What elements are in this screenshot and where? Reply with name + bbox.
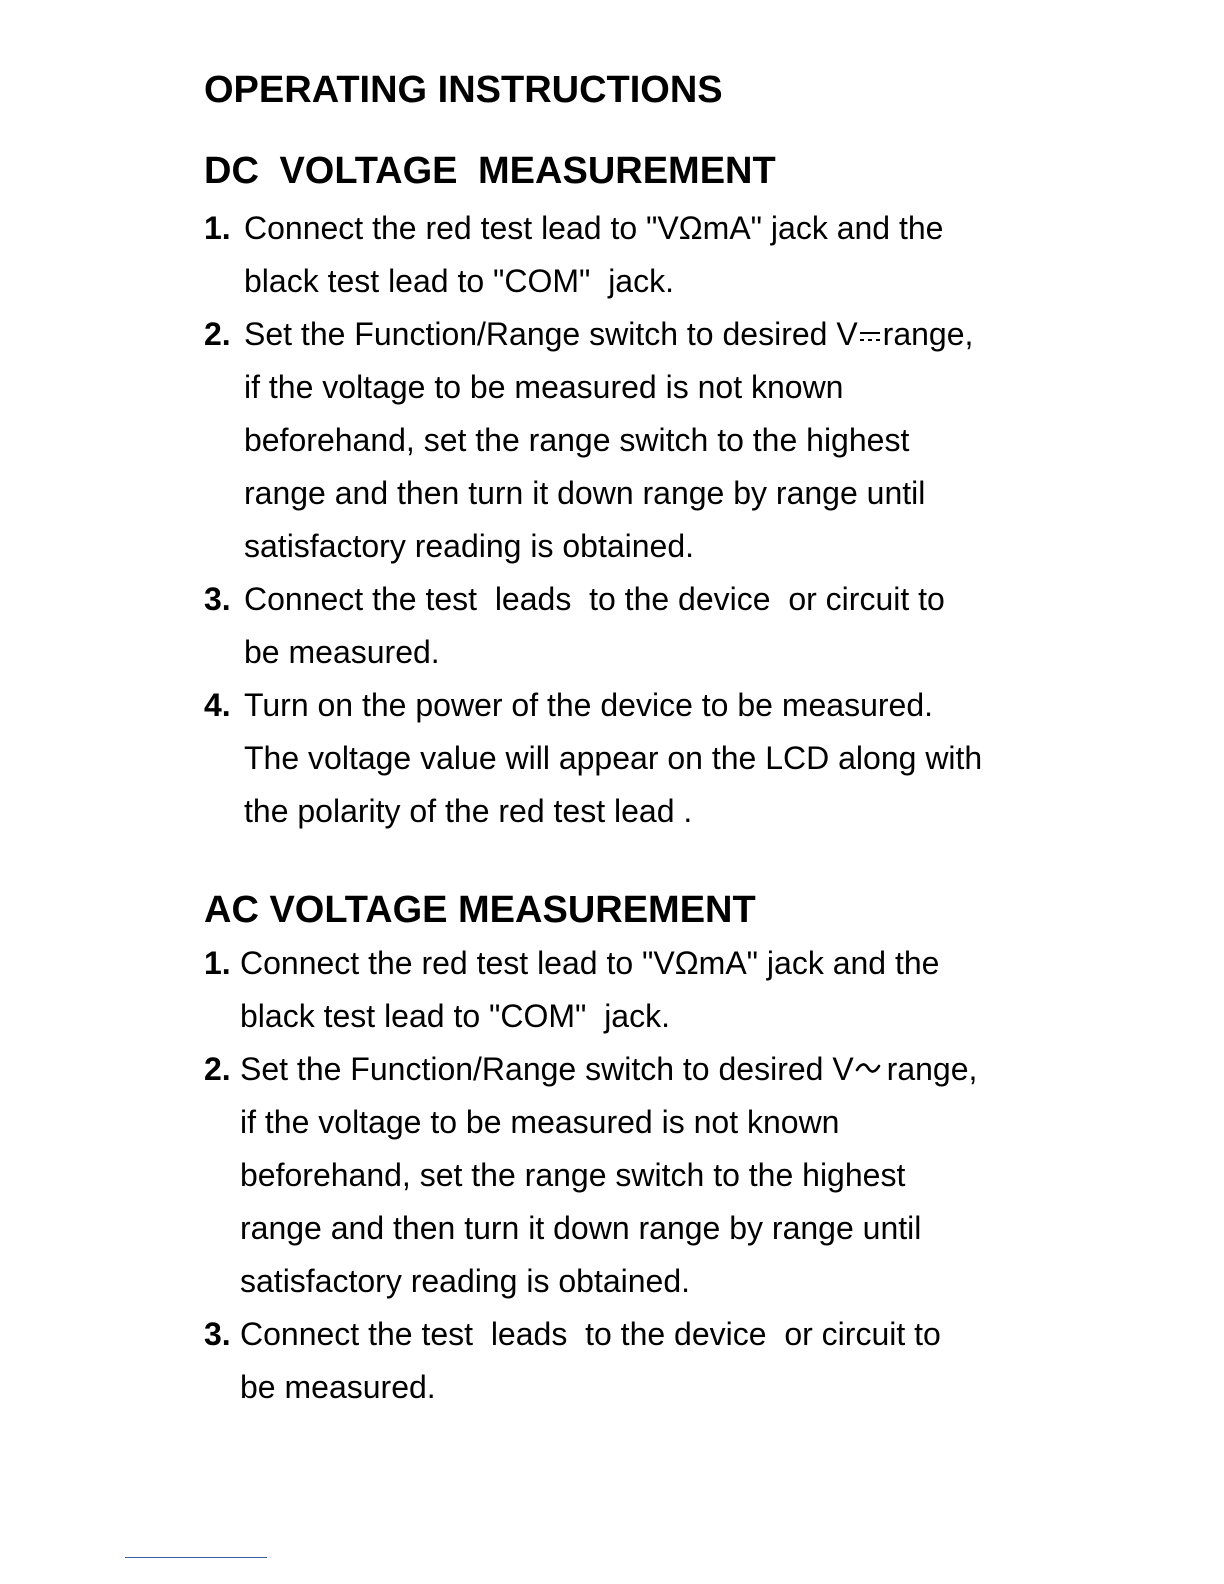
step-text: [244, 202, 943, 308]
dc-step-4: [204, 679, 982, 838]
step-line: [240, 1043, 977, 1096]
step-number: 1.: [204, 945, 231, 981]
step-line: [244, 308, 973, 361]
step-line-suffix: range,: [882, 316, 974, 352]
step-line: satisfactory reading is obtained.: [244, 528, 695, 564]
step-line-suffix: range,: [886, 1051, 978, 1087]
step-line: the polarity of the red test lead .: [244, 793, 693, 829]
ac-steps-list: [204, 937, 977, 1414]
step-line-prefix: Set the Function/Range switch to desired V: [244, 316, 858, 352]
step-line: beforehand, set the range switch to the highest: [240, 1157, 906, 1193]
step-number: 1.: [204, 210, 231, 246]
step-number: 3.: [204, 581, 231, 617]
step-text: [240, 1308, 941, 1414]
step-line: if the voltage to be measured is not known: [240, 1104, 840, 1140]
step-line: Connect the red test lead to "VΩmA" jack and the: [240, 945, 940, 981]
footer-divider: [125, 1557, 267, 1558]
step-text: [244, 573, 945, 679]
ac-step-2: [204, 1043, 977, 1308]
step-line: range and then turn it down range by range until: [240, 1210, 922, 1246]
dc-step-3: [204, 573, 982, 679]
step-line: satisfactory reading is obtained.: [240, 1263, 691, 1299]
step-line: if the voltage to be measured is not known: [244, 369, 844, 405]
step-line: beforehand, set the range switch to the highest: [244, 422, 910, 458]
step-line: Connect the test leads to the device or circuit to: [240, 1316, 941, 1352]
ac-voltage-icon: [855, 1061, 881, 1075]
step-number: 2.: [204, 316, 231, 352]
dc-steps-list: [204, 202, 982, 838]
dc-voltage-icon: [859, 330, 881, 344]
page-title: OPERATING INSTRUCTIONS: [204, 69, 723, 111]
step-text: [240, 937, 939, 1043]
ac-section-heading: AC VOLTAGE MEASUREMENT: [204, 889, 756, 931]
step-text: [240, 1043, 977, 1308]
dc-step-1: [204, 202, 982, 308]
step-line: black test lead to "COM" jack.: [244, 263, 674, 299]
step-line-prefix: Set the Function/Range switch to desired V: [240, 1051, 854, 1087]
ac-step-3: [204, 1308, 977, 1414]
step-line: range and then turn it down range by range until: [244, 475, 926, 511]
dc-section-heading: DC VOLTAGE MEASUREMENT: [204, 150, 776, 192]
step-line: Turn on the power of the device to be measured.: [244, 687, 933, 723]
step-number: 4.: [204, 687, 231, 723]
step-line: be measured.: [244, 634, 440, 670]
step-number: 2.: [204, 1051, 231, 1087]
step-line: The voltage value will appear on the LCD along with: [244, 740, 983, 776]
step-number: 3.: [204, 1316, 231, 1352]
step-text: [244, 679, 982, 838]
step-line: be measured.: [240, 1369, 436, 1405]
dc-step-2: [204, 308, 982, 573]
step-line: black test lead to "COM" jack.: [240, 998, 670, 1034]
step-text: [244, 308, 973, 573]
step-line: Connect the red test lead to "VΩmA" jack and the: [244, 210, 944, 246]
step-line: Connect the test leads to the device or circuit to: [244, 581, 945, 617]
ac-step-1: [204, 937, 977, 1043]
